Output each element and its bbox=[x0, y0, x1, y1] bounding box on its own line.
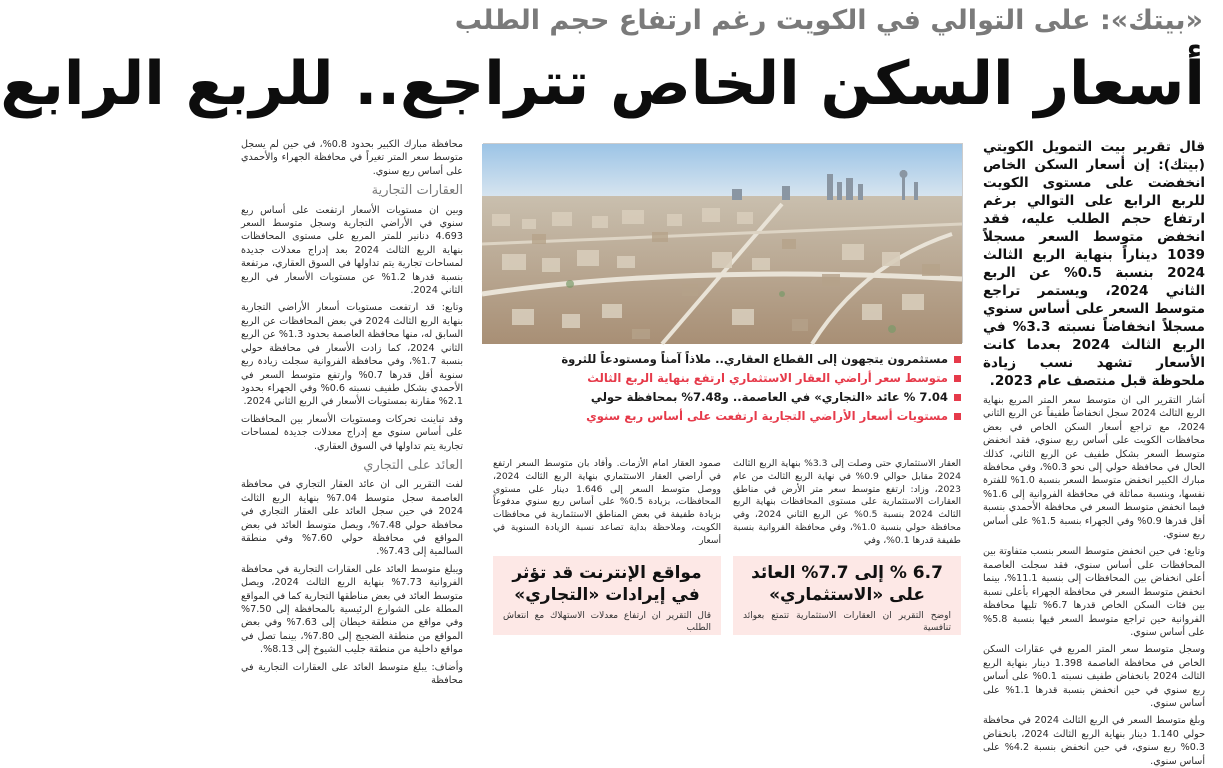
paragraph: وقد تباينت تحركات ومستويات الأسعار بين المحافظات على أساس سنوي مع إدراج معدلات جديدة لمساحات تجارية يتم تداولها في السوق العقاري. bbox=[241, 413, 463, 452]
article-lead: قال تقرير بيت التمويل الكويتي (بيتك): إن أسعار السكن الخاص انخفضت على مستوى الكويت للربع الرابع على التوالي برغم ارتفاع حجم الطلب عليه، فقد انخفض متوسط السعر مسجلاً 1039 ديناراً بنهاية الربع الثالث 2024 بنسبة 0.5% عن الربع الثاني 2024، ويستمر تراجع متوسط السعر على أساس سنوي مسجلاً انخفاضاً نسبته 3.3% في الربع الثالث 2024 بعدما كانت الأسعار تشهد نسب زيادة ملحوظة قبل منتصف عام 2023. bbox=[983, 139, 1205, 389]
paragraph: وأضاف: يبلغ متوسط العائد على العقارات التجارية في محافظة bbox=[241, 661, 463, 687]
box-text: قال التقرير ان ارتفاع معدلات الاستهلاك مع انتعاش الطلب bbox=[503, 611, 711, 633]
kuwait-skyline-image bbox=[482, 144, 962, 344]
paragraph: وسجل متوسط سعر المتر المربع في عقارات السكن الخاص في محافظة العاصمة 1.398 دينار بنهاية الربع الثالث 2024 بانخفاض طفيف نسبته 0.1% على أساس ربع سنوي في حين انخفض بنسبة قدرها 1.1% على أساس سنوي. bbox=[983, 644, 1206, 709]
paragraph: ويبلغ متوسط العائد على العقارات التجارية في محافظة الفروانية 7.73% بنهاية الربع الثالث 2024، ويصل متوسط العائد في بعض مناطقها التجارية كما في المواقع المطلة على الشوارع الرئيسية بالمحافظة إلى 7.50% وفي مواقع من منطقة خيطان إلى 7.63% وفي بعض المواقع من منطقة الضجيج إلى 7.80%، بينما تصل في مواقع داخلية من منطقة جليب الشيوخ إلى 8.13%. bbox=[241, 563, 464, 656]
bullet-square-icon bbox=[954, 394, 961, 401]
paragraph: وتابع: في حين انخفض متوسط السعر بنسب متفاوتة بين المحافظات على أساس سنوي، فقد سجلت العاصمة أعلى انخفاض بين المحافظات إلى بنسبة 11.1%، بينما انخفض متوسط السعر في محافظة الجهراء بأعلى نسبة بين فئات السكن الخاص قدرها 6.7% تليها محافظة الفروانية حين تراجع متوسط السعر فيها بنسبة 5.8% على أساس سنوي. bbox=[983, 546, 1206, 638]
bullet-square-icon bbox=[954, 375, 961, 382]
article-right-column bbox=[983, 138, 1206, 767]
paragraph: وتابع: قد ارتفعت مستويات أسعار الأراضي التجارية بنهاية الربع الثالث 2024 في بعض المحافظات عن الربع السابق له، منها محافظة العاصمة بحدود 1.3% عن الربع الثاني 2024، كما زادت الأسعار في محافظة حولي بنسبة 1.7%، وفي محافظة الفروانية سجلت زيادة ربع سنوية أقل قدرها 0.7% وارتفع متوسط السعر في الأحمدي بشكل طفيف نسبته 0.6% وفي الجهراء بحدود 2.1% مقارنة بمستويات الأسعار في الربع الثاني 2024. bbox=[241, 302, 464, 408]
sidebar-box-investment-yield bbox=[733, 556, 961, 635]
middle-column-a: العقار الاستثماري حتى وصلت إلى 3.3% بنهاية الربع الثالث 2024 مقابل حوالي 0.9% في نهاية الربع الثالث من عام 2023، وزاد: ارتفع متوسط سعر متر الأرض في مناطق العقارات الاستثمارية على مستوى المحافظات بنهاية الربع الثالث 2024 بنسبة 0.5% عن الربع الثاني 2024، وفي محافظة حولي بنسبة 1.0%، وفي محافظة الفروانية بنسبة طفيفة قدرها 0.1%، وفي bbox=[733, 458, 962, 546]
bullet-item: مستثمرون يتجهون إلى القطاع العقاري.. ملاذاً آمناً ومستودعاً للثروة bbox=[485, 350, 961, 369]
paragraph: وبلغ متوسط السعر في الربع الثالث 2024 في محافظة حولي 1.140 دينار بنهاية الربع الثالث 2024، بانخفاض 0.3% ربع سنوي، في حين انخفض بنسبة 4.2% على أساس سنوي. bbox=[983, 715, 1206, 767]
bullet-square-icon bbox=[954, 356, 961, 363]
paragraph: أشار التقرير الى ان متوسط سعر المتر المربع بنهاية الربع الثالث 2024 سجل انخفاضاً طفيفاً عن الربع الثاني 2024، مع تراجع أسعار السكن الخاص في بعض محافظات الكويت على أساس ربع سنوي، فقد انخفض متوسط السعر بشكل طفيف عن الربع الثاني، كذلك الحال في محافظة حولي إلى نحو 0.3%، وفي محافظة مبارك الكبير انخفض متوسط السعر بنسبة 1.0% للفترة نفسها، وبنسبة مماثلة في محافظة الفروانية إلى 1.6% فيما انخفض متوسط السعر في محافظة الأحمدي بنسبة أقل قدرها 0.9% وفي الجهراء بنسبة 1.5% على أساس ربع سنوي. bbox=[983, 395, 1206, 541]
subheading-commercial-yield: العائد على التجاري bbox=[363, 457, 463, 473]
article-left-column bbox=[241, 138, 464, 687]
highlight-bullets bbox=[485, 350, 961, 444]
box-text: اوضح التقرير ان العقارات الاستثمارية تتمتع بعوائد تنافسية bbox=[743, 611, 951, 633]
middle-column-b: صمود العقار امام الأزمات. وأفاد بان متوسط السعر ارتفع في أراضي العقار الاستثماري بنهاية الربع الثالث 2024، ووصل متوسط السعر إلى 1.646 دينار على مستوى المحافظات، بزيادة 0.5% على أساس ربع سنوي مدفوعاً بزيادة طفيفة في بعض المناطق الاستثمارية في محافظات الكويت، وملاحظة بداية تصاعد نسبة الزيادة السنوية في أسعار bbox=[493, 458, 721, 546]
bullet-item: مستويات أسعار الأراضي التجارية ارتفعت على أساس ربع سنوي bbox=[485, 407, 961, 426]
city-photo bbox=[483, 143, 963, 343]
subheading-commercial: العقارات التجارية bbox=[371, 183, 463, 199]
sidebar-box-internet-commercial bbox=[493, 556, 721, 635]
bullet-item: 7.04 % عائد «التجاري» في العاصمة.. و7.48% بمحافظة حولي bbox=[485, 388, 961, 407]
box-title: 6.7 % إلى 7.7% العائد على «الاستثماري» bbox=[751, 563, 943, 605]
bullet-item: متوسط سعر أراضي العقار الاستثماري ارتفع بنهاية الربع الثالث bbox=[485, 369, 961, 388]
paragraph: محافظة مبارك الكبير بحدود 0.8%، في حين لم يسجل متوسط سعر المتر تغيراً في محافظة الجهراء والأحمدي على أساس ربع سنوي. bbox=[241, 139, 463, 177]
bullet-square-icon bbox=[954, 413, 961, 420]
box-title: مواقع الإنترنت قد تؤثر في إيرادات «التجاري» bbox=[512, 563, 702, 605]
kicker-headline: «بيتك»: على التوالي في الكويت رغم ارتفاع حجم الطلب bbox=[454, 5, 1203, 36]
paragraph: لفت التقرير الى ان عائد العقار التجاري في محافظة العاصمة سجل متوسط 7.04% بنهاية الربع الثالث 2024 في حين سجل العائد على العقار التجاري في محافظة حولي 7.48%، ويصل متوسط العائد في بعض المواقع في محافظة حولي 7.60% وفي منطقة السالمية إلى 7.43%. bbox=[241, 479, 463, 558]
paragraph: وبين ان مستويات الأسعار ارتفعت على أساس ربع سنوي في الأراضي التجارية وسجل متوسط السعر 4.693 دنانير للمتر المربع على مستوى المحافظات بنهاية الربع الثالث 2024 بعد إدراج معدلات جديدة لمساحات تجارية يتم تداولها في السوق العقاري، مرتفعة بنسبة قدرها 1.2% عن مستويات الأسعار في الربع الثاني 2024. bbox=[241, 204, 464, 297]
main-headline: أسعار السكن الخاص تتراجع.. للربع الرابع bbox=[0, 49, 1205, 119]
